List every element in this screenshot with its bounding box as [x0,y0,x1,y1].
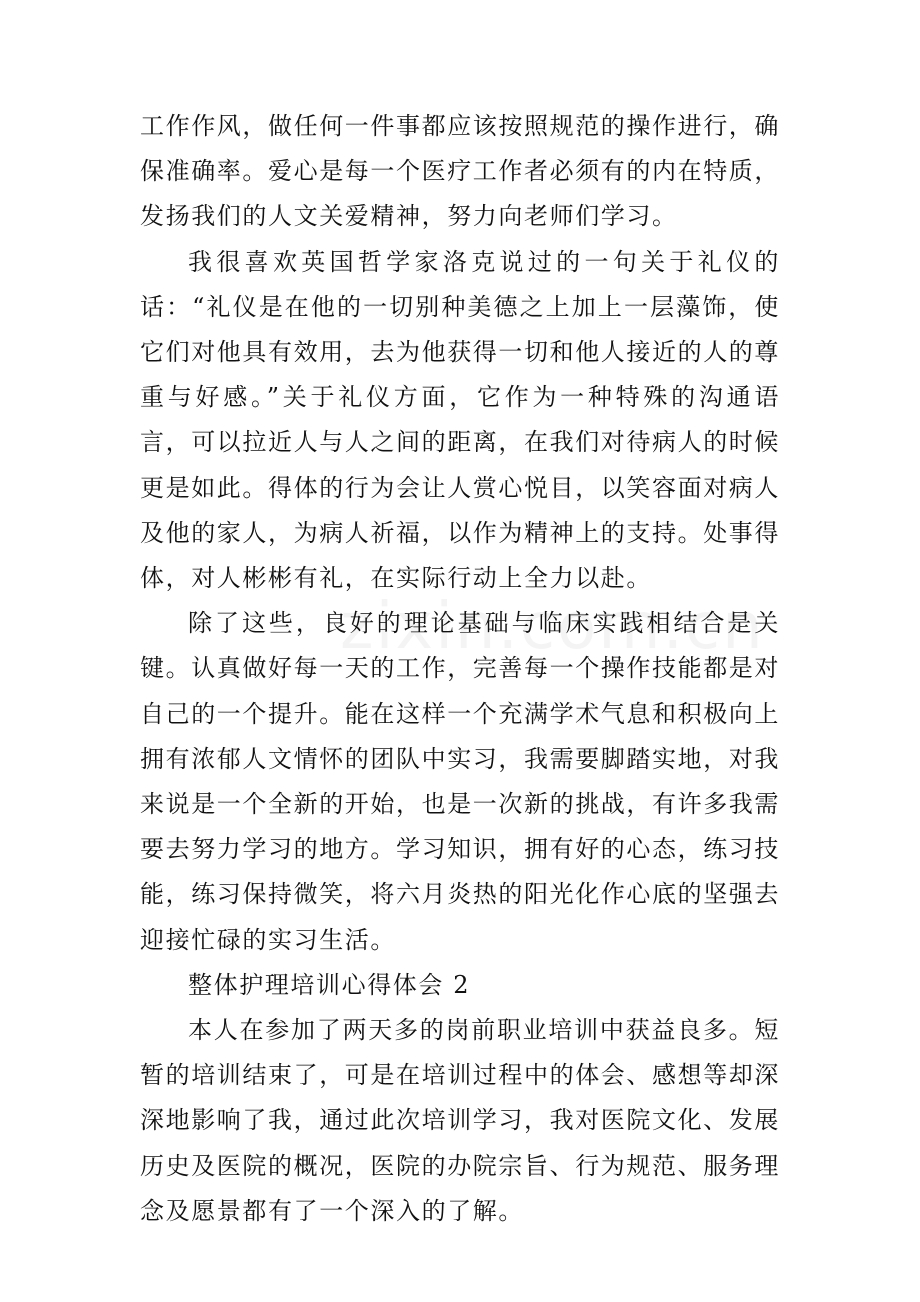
paragraph-training-intro: 本人在参加了两天多的岗前职业培训中获益良多。短暂的培训结束了，可是在培训过程中的体会、感想等却深深地影响了我，通过此次培训学习，我对医院文化、发展历史及医院的概况，医院的办院宗旨、行为规范、服务理念及愿景都有了一个深入的了解。 [140,1016,780,1225]
document-body [140,104,780,1234]
paragraph-locke-quote: 我很喜欢英国哲学家洛克说过的一句关于礼仪的话：“礼仪是在他的一切别种美德之上加上一层藻饰，使它们对他具有效用，去为他获得一切和他人接近的人的尊重与好感。”关于礼仪方面，它作为一种特殊的沟通语言，可以拉近人与人之间的距离，在我们对待病人的时候更是如此。得体的行为会让人赏心悦目，以笑容面对病人及他的家人，为病人祈福，以作为精神上的支持。处事得体，对人彬彬有礼，在实际行动上全力以赴。 [140,247,780,593]
paragraph-continuation: 工作作风，做任何一件事都应该按照规范的操作进行，确保准确率。爱心是每一个医疗工作者必须有的内在特质，发扬我们的人文关爱精神，努力向老师们学习。 [140,112,780,231]
section-title: 整体护理培训心得体会 2 [188,970,471,999]
paragraph-theory-practice: 除了这些，良好的理论基础与临床实践相结合是关键。认真做好每一天的工作，完善每一个操作技能都是对自己的一个提升。能在这样一个充满学术气息和积极向上拥有浓郁人文情怀的团队中实习，我需要脚踏实地，对我来说是一个全新的开始，也是一次新的挑战，有许多我需要去努力学习的地方。学习知识，拥有好的心态，练习技能，练习保持微笑，将六月炎热的阳光化作心底的坚强去迎接忙碌的实习生活。 [140,609,780,954]
